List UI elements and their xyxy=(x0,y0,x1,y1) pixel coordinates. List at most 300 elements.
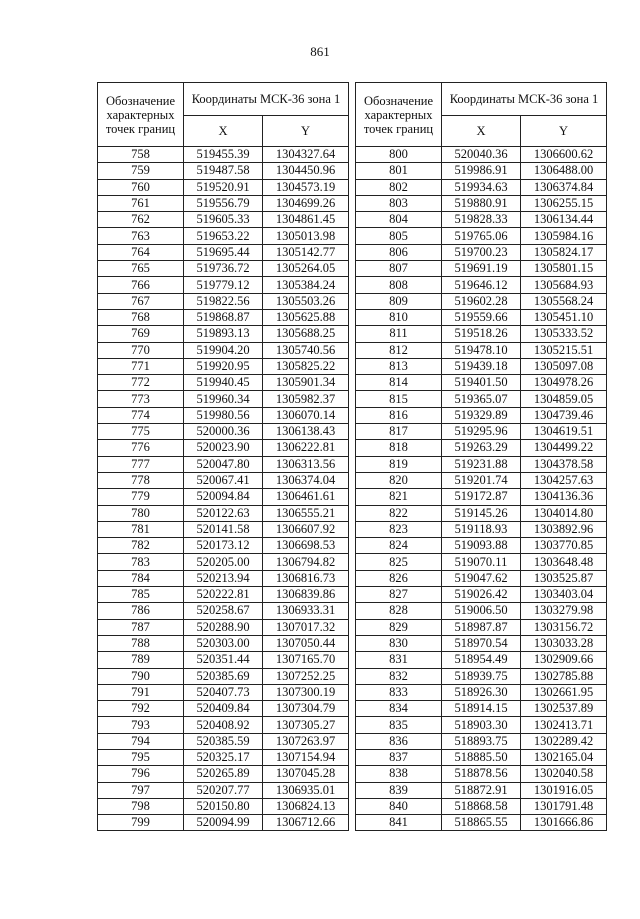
cell-point-right: 804 xyxy=(356,212,442,228)
cell-point-right: 830 xyxy=(356,635,442,651)
cell-point-right: 808 xyxy=(356,277,442,293)
cell-x-right: 518878.56 xyxy=(442,766,521,782)
cell-point-right: 806 xyxy=(356,244,442,260)
cell-y-right: 1302785.88 xyxy=(521,668,607,684)
table-row xyxy=(98,424,607,440)
cell-x-left: 520222.81 xyxy=(184,587,263,603)
cell-y-right: 1305684.93 xyxy=(521,277,607,293)
cell-point-right: 826 xyxy=(356,570,442,586)
column-gap xyxy=(349,570,356,586)
cell-x-right: 519231.88 xyxy=(442,456,521,472)
cell-point-left: 793 xyxy=(98,717,184,733)
cell-point-left: 763 xyxy=(98,228,184,244)
cell-x-left: 519904.20 xyxy=(184,342,263,358)
cell-y-left: 1306461.61 xyxy=(263,489,349,505)
table-row xyxy=(98,717,607,733)
table-row xyxy=(98,798,607,814)
cell-x-right: 519295.96 xyxy=(442,424,521,440)
cell-point-left: 766 xyxy=(98,277,184,293)
cell-point-right: 820 xyxy=(356,472,442,488)
cell-x-left: 519822.56 xyxy=(184,293,263,309)
cell-x-right: 519401.50 xyxy=(442,375,521,391)
cell-x-left: 520141.58 xyxy=(184,521,263,537)
cell-x-left: 520409.84 xyxy=(184,701,263,717)
cell-y-right: 1301791.48 xyxy=(521,798,607,814)
column-gap xyxy=(349,798,356,814)
cell-y-right: 1306374.84 xyxy=(521,179,607,195)
cell-y-left: 1307050.44 xyxy=(263,635,349,651)
cell-x-right: 519880.91 xyxy=(442,195,521,211)
cell-point-left: 769 xyxy=(98,326,184,342)
table-row xyxy=(98,261,607,277)
cell-y-left: 1306607.92 xyxy=(263,521,349,537)
cell-point-right: 831 xyxy=(356,652,442,668)
cell-x-right: 519934.63 xyxy=(442,179,521,195)
cell-y-right: 1303279.98 xyxy=(521,603,607,619)
cell-point-right: 827 xyxy=(356,587,442,603)
cell-x-right: 519365.07 xyxy=(442,391,521,407)
cell-x-left: 520385.59 xyxy=(184,733,263,749)
table-row xyxy=(98,635,607,651)
cell-y-right: 1305215.51 xyxy=(521,342,607,358)
cell-point-right: 823 xyxy=(356,521,442,537)
cell-point-left: 780 xyxy=(98,505,184,521)
cell-point-right: 809 xyxy=(356,293,442,309)
cell-point-right: 822 xyxy=(356,505,442,521)
cell-x-left: 520094.84 xyxy=(184,489,263,505)
cell-x-right: 519145.26 xyxy=(442,505,521,521)
cell-y-left: 1306222.81 xyxy=(263,440,349,456)
column-gap xyxy=(349,505,356,521)
cell-y-left: 1306794.82 xyxy=(263,554,349,570)
cell-y-left: 1305264.05 xyxy=(263,261,349,277)
table-row xyxy=(98,391,607,407)
cell-y-left: 1306933.31 xyxy=(263,603,349,619)
table-row xyxy=(98,619,607,635)
cell-x-right: 518885.50 xyxy=(442,749,521,765)
page-number: 861 xyxy=(310,44,330,59)
cell-x-right: 519070.11 xyxy=(442,554,521,570)
cell-point-right: 824 xyxy=(356,538,442,554)
cell-x-left: 519520.91 xyxy=(184,179,263,195)
cell-x-left: 520265.89 xyxy=(184,766,263,782)
cell-x-right: 519047.62 xyxy=(442,570,521,586)
cell-y-right: 1306488.00 xyxy=(521,163,607,179)
table-row xyxy=(98,342,607,358)
cell-point-right: 819 xyxy=(356,456,442,472)
cell-x-left: 519920.95 xyxy=(184,358,263,374)
cell-y-right: 1302413.71 xyxy=(521,717,607,733)
cell-point-left: 777 xyxy=(98,456,184,472)
cell-y-right: 1306134.44 xyxy=(521,212,607,228)
cell-y-left: 1304861.45 xyxy=(263,212,349,228)
cell-y-right: 1301666.86 xyxy=(521,815,607,831)
cell-y-left: 1304573.19 xyxy=(263,179,349,195)
column-gap xyxy=(349,342,356,358)
cell-point-left: 797 xyxy=(98,782,184,798)
column-gap xyxy=(349,309,356,325)
cell-y-left: 1304327.64 xyxy=(263,147,349,163)
cell-y-left: 1306824.13 xyxy=(263,798,349,814)
cell-point-left: 787 xyxy=(98,619,184,635)
column-gap xyxy=(349,375,356,391)
cell-y-right: 1302537.89 xyxy=(521,701,607,717)
table-row xyxy=(98,440,607,456)
table-row xyxy=(98,179,607,195)
cell-y-left: 1307165.70 xyxy=(263,652,349,668)
cell-x-left: 519893.13 xyxy=(184,326,263,342)
column-gap xyxy=(349,407,356,423)
cell-y-left: 1307300.19 xyxy=(263,684,349,700)
cell-point-left: 759 xyxy=(98,163,184,179)
cell-point-left: 795 xyxy=(98,749,184,765)
cell-point-left: 785 xyxy=(98,587,184,603)
cell-point-right: 813 xyxy=(356,358,442,374)
table-row xyxy=(98,212,607,228)
cell-point-left: 782 xyxy=(98,538,184,554)
cell-point-left: 799 xyxy=(98,815,184,831)
cell-point-left: 796 xyxy=(98,766,184,782)
column-gap xyxy=(349,684,356,700)
cell-x-right: 519201.74 xyxy=(442,472,521,488)
table-row xyxy=(98,293,607,309)
cell-point-left: 792 xyxy=(98,701,184,717)
cell-x-left: 519556.79 xyxy=(184,195,263,211)
column-gap xyxy=(349,195,356,211)
cell-y-right: 1305333.52 xyxy=(521,326,607,342)
cell-y-right: 1305984.16 xyxy=(521,228,607,244)
cell-point-left: 770 xyxy=(98,342,184,358)
coordinates-table xyxy=(97,82,607,831)
cell-y-left: 1305142.77 xyxy=(263,244,349,260)
table-row xyxy=(98,733,607,749)
cell-x-left: 520303.00 xyxy=(184,635,263,651)
cell-point-left: 778 xyxy=(98,472,184,488)
cell-point-left: 760 xyxy=(98,179,184,195)
table-row xyxy=(98,326,607,342)
cell-point-right: 805 xyxy=(356,228,442,244)
table-row xyxy=(98,277,607,293)
cell-x-right: 518954.49 xyxy=(442,652,521,668)
cell-x-left: 520150.80 xyxy=(184,798,263,814)
cell-x-left: 519868.87 xyxy=(184,309,263,325)
cell-x-left: 520122.63 xyxy=(184,505,263,521)
cell-point-right: 812 xyxy=(356,342,442,358)
cell-y-right: 1301916.05 xyxy=(521,782,607,798)
cell-x-right: 520040.36 xyxy=(442,147,521,163)
cell-y-left: 1305740.56 xyxy=(263,342,349,358)
cell-x-right: 519263.29 xyxy=(442,440,521,456)
cell-x-right: 519006.50 xyxy=(442,603,521,619)
cell-x-left: 520094.99 xyxy=(184,815,263,831)
column-gap xyxy=(349,277,356,293)
cell-x-left: 519779.12 xyxy=(184,277,263,293)
cell-x-left: 520000.36 xyxy=(184,424,263,440)
column-gap xyxy=(349,635,356,651)
cell-y-right: 1305801.15 xyxy=(521,261,607,277)
table-row xyxy=(98,407,607,423)
column-gap xyxy=(349,782,356,798)
cell-point-right: 841 xyxy=(356,815,442,831)
table-row xyxy=(98,375,607,391)
header-y-right: Y xyxy=(521,116,607,147)
table-row xyxy=(98,228,607,244)
cell-x-left: 519960.34 xyxy=(184,391,263,407)
cell-x-right: 518987.87 xyxy=(442,619,521,635)
table-row xyxy=(98,147,607,163)
cell-y-right: 1302165.04 xyxy=(521,749,607,765)
cell-point-right: 840 xyxy=(356,798,442,814)
cell-y-left: 1305982.37 xyxy=(263,391,349,407)
table-row xyxy=(98,701,607,717)
column-gap xyxy=(349,424,356,440)
cell-y-right: 1305824.17 xyxy=(521,244,607,260)
cell-x-left: 520351.44 xyxy=(184,652,263,668)
cell-x-right: 519828.33 xyxy=(442,212,521,228)
cell-x-left: 520325.17 xyxy=(184,749,263,765)
cell-point-left: 784 xyxy=(98,570,184,586)
cell-point-right: 814 xyxy=(356,375,442,391)
cell-point-left: 773 xyxy=(98,391,184,407)
cell-x-left: 520407.73 xyxy=(184,684,263,700)
cell-x-left: 519653.22 xyxy=(184,228,263,244)
cell-y-right: 1304257.63 xyxy=(521,472,607,488)
cell-point-right: 833 xyxy=(356,684,442,700)
cell-y-right: 1303525.87 xyxy=(521,570,607,586)
table-row xyxy=(98,358,607,374)
cell-point-left: 765 xyxy=(98,261,184,277)
cell-x-right: 519691.19 xyxy=(442,261,521,277)
column-gap xyxy=(349,244,356,260)
cell-point-left: 768 xyxy=(98,309,184,325)
cell-y-right: 1303648.48 xyxy=(521,554,607,570)
column-gap xyxy=(349,701,356,717)
cell-y-right: 1304014.80 xyxy=(521,505,607,521)
table-row xyxy=(98,815,607,831)
column-gap xyxy=(349,261,356,277)
cell-y-left: 1305825.22 xyxy=(263,358,349,374)
cell-x-right: 519478.10 xyxy=(442,342,521,358)
table-row xyxy=(98,782,607,798)
cell-y-left: 1307017.32 xyxy=(263,619,349,635)
table-body xyxy=(98,147,607,831)
cell-y-left: 1307304.79 xyxy=(263,701,349,717)
cell-x-right: 518939.75 xyxy=(442,668,521,684)
table-row xyxy=(98,538,607,554)
cell-y-right: 1306255.15 xyxy=(521,195,607,211)
cell-point-left: 776 xyxy=(98,440,184,456)
cell-y-left: 1306313.56 xyxy=(263,456,349,472)
cell-y-left: 1306555.21 xyxy=(263,505,349,521)
cell-y-left: 1305688.25 xyxy=(263,326,349,342)
cell-y-left: 1307154.94 xyxy=(263,749,349,765)
cell-x-right: 518903.30 xyxy=(442,717,521,733)
table-row xyxy=(98,684,607,700)
cell-point-right: 816 xyxy=(356,407,442,423)
column-gap xyxy=(349,472,356,488)
column-gap xyxy=(349,440,356,456)
cell-y-right: 1303892.96 xyxy=(521,521,607,537)
cell-x-right: 518872.91 xyxy=(442,782,521,798)
cell-point-left: 781 xyxy=(98,521,184,537)
cell-y-left: 1305384.24 xyxy=(263,277,349,293)
cell-y-right: 1305568.24 xyxy=(521,293,607,309)
cell-x-right: 518970.54 xyxy=(442,635,521,651)
cell-x-right: 519118.93 xyxy=(442,521,521,537)
cell-y-right: 1306600.62 xyxy=(521,147,607,163)
cell-x-right: 519439.18 xyxy=(442,358,521,374)
column-gap xyxy=(349,668,356,684)
table-row xyxy=(98,603,607,619)
cell-y-left: 1305901.34 xyxy=(263,375,349,391)
cell-point-left: 790 xyxy=(98,668,184,684)
cell-point-left: 786 xyxy=(98,603,184,619)
cell-point-right: 838 xyxy=(356,766,442,782)
cell-y-left: 1305503.26 xyxy=(263,293,349,309)
cell-y-left: 1307252.25 xyxy=(263,668,349,684)
column-gap xyxy=(349,521,356,537)
table-row xyxy=(98,554,607,570)
column-gap xyxy=(349,652,356,668)
column-gap xyxy=(349,815,356,831)
cell-x-left: 519455.39 xyxy=(184,147,263,163)
cell-y-right: 1304499.22 xyxy=(521,440,607,456)
cell-y-left: 1307305.27 xyxy=(263,717,349,733)
column-gap xyxy=(349,293,356,309)
header-point-left: Обозначение характерных точек границ xyxy=(98,83,184,147)
cell-x-right: 519026.42 xyxy=(442,587,521,603)
cell-y-right: 1305097.08 xyxy=(521,358,607,374)
cell-y-right: 1302040.58 xyxy=(521,766,607,782)
cell-y-right: 1304978.26 xyxy=(521,375,607,391)
cell-x-left: 519980.56 xyxy=(184,407,263,423)
cell-point-left: 798 xyxy=(98,798,184,814)
cell-y-right: 1304378.58 xyxy=(521,456,607,472)
table-row xyxy=(98,505,607,521)
cell-x-left: 520047.80 xyxy=(184,456,263,472)
table-row xyxy=(98,244,607,260)
cell-point-left: 774 xyxy=(98,407,184,423)
header-y-left: Y xyxy=(263,116,349,147)
cell-point-left: 762 xyxy=(98,212,184,228)
cell-point-left: 772 xyxy=(98,375,184,391)
cell-x-right: 519986.91 xyxy=(442,163,521,179)
cell-point-right: 811 xyxy=(356,326,442,342)
table-row xyxy=(98,309,607,325)
table-row xyxy=(98,766,607,782)
cell-x-left: 519940.45 xyxy=(184,375,263,391)
cell-point-right: 807 xyxy=(356,261,442,277)
cell-y-right: 1303770.85 xyxy=(521,538,607,554)
cell-x-right: 518865.55 xyxy=(442,815,521,831)
cell-x-right: 518868.58 xyxy=(442,798,521,814)
coordinates-table-wrap xyxy=(97,82,607,831)
header-point-right: Обозначение характерных точек границ xyxy=(356,83,442,147)
column-gap xyxy=(349,326,356,342)
cell-point-right: 825 xyxy=(356,554,442,570)
cell-point-right: 800 xyxy=(356,147,442,163)
cell-x-right: 518914.15 xyxy=(442,701,521,717)
cell-x-left: 519736.72 xyxy=(184,261,263,277)
cell-x-left: 520408.92 xyxy=(184,717,263,733)
cell-point-right: 817 xyxy=(356,424,442,440)
cell-x-left: 520067.41 xyxy=(184,472,263,488)
cell-x-left: 520288.90 xyxy=(184,619,263,635)
column-gap xyxy=(349,179,356,195)
cell-y-left: 1306935.01 xyxy=(263,782,349,798)
cell-y-left: 1307263.97 xyxy=(263,733,349,749)
cell-point-right: 821 xyxy=(356,489,442,505)
cell-x-right: 519559.66 xyxy=(442,309,521,325)
column-gap xyxy=(349,749,356,765)
header-coords-left: Координаты МСК-36 зона 1 xyxy=(184,83,349,116)
cell-y-left: 1306138.43 xyxy=(263,424,349,440)
cell-x-left: 519487.58 xyxy=(184,163,263,179)
table-row xyxy=(98,472,607,488)
cell-point-right: 828 xyxy=(356,603,442,619)
cell-point-left: 794 xyxy=(98,733,184,749)
cell-point-left: 761 xyxy=(98,195,184,211)
header-x-right: X xyxy=(442,116,521,147)
cell-x-right: 518893.75 xyxy=(442,733,521,749)
cell-point-right: 810 xyxy=(356,309,442,325)
column-gap xyxy=(349,163,356,179)
header-coords-right: Координаты МСК-36 зона 1 xyxy=(442,83,607,116)
column-gap xyxy=(349,619,356,635)
header-x-left: X xyxy=(184,116,263,147)
cell-x-right: 519518.26 xyxy=(442,326,521,342)
cell-point-left: 789 xyxy=(98,652,184,668)
cell-point-right: 802 xyxy=(356,179,442,195)
cell-point-left: 783 xyxy=(98,554,184,570)
cell-point-left: 775 xyxy=(98,424,184,440)
cell-x-left: 520173.12 xyxy=(184,538,263,554)
cell-point-left: 764 xyxy=(98,244,184,260)
cell-x-right: 519700.23 xyxy=(442,244,521,260)
column-gap xyxy=(349,147,356,163)
column-gap xyxy=(349,766,356,782)
cell-y-left: 1304450.96 xyxy=(263,163,349,179)
cell-x-left: 520207.77 xyxy=(184,782,263,798)
cell-y-right: 1304859.05 xyxy=(521,391,607,407)
cell-x-left: 519695.44 xyxy=(184,244,263,260)
table-row xyxy=(98,749,607,765)
cell-point-left: 788 xyxy=(98,635,184,651)
cell-point-right: 837 xyxy=(356,749,442,765)
table-row xyxy=(98,521,607,537)
cell-point-right: 835 xyxy=(356,717,442,733)
column-gap xyxy=(349,212,356,228)
cell-x-left: 520385.69 xyxy=(184,668,263,684)
cell-point-right: 801 xyxy=(356,163,442,179)
cell-x-right: 519172.87 xyxy=(442,489,521,505)
column-gap xyxy=(349,554,356,570)
cell-point-left: 779 xyxy=(98,489,184,505)
cell-point-left: 767 xyxy=(98,293,184,309)
cell-y-right: 1304619.51 xyxy=(521,424,607,440)
cell-y-left: 1306816.73 xyxy=(263,570,349,586)
column-gap xyxy=(349,358,356,374)
cell-y-right: 1303403.04 xyxy=(521,587,607,603)
cell-point-right: 839 xyxy=(356,782,442,798)
column-gap xyxy=(349,228,356,244)
column-gap xyxy=(349,733,356,749)
column-gap xyxy=(349,456,356,472)
cell-y-right: 1303033.28 xyxy=(521,635,607,651)
column-gap xyxy=(349,717,356,733)
column-gap xyxy=(349,587,356,603)
cell-y-left: 1304699.26 xyxy=(263,195,349,211)
